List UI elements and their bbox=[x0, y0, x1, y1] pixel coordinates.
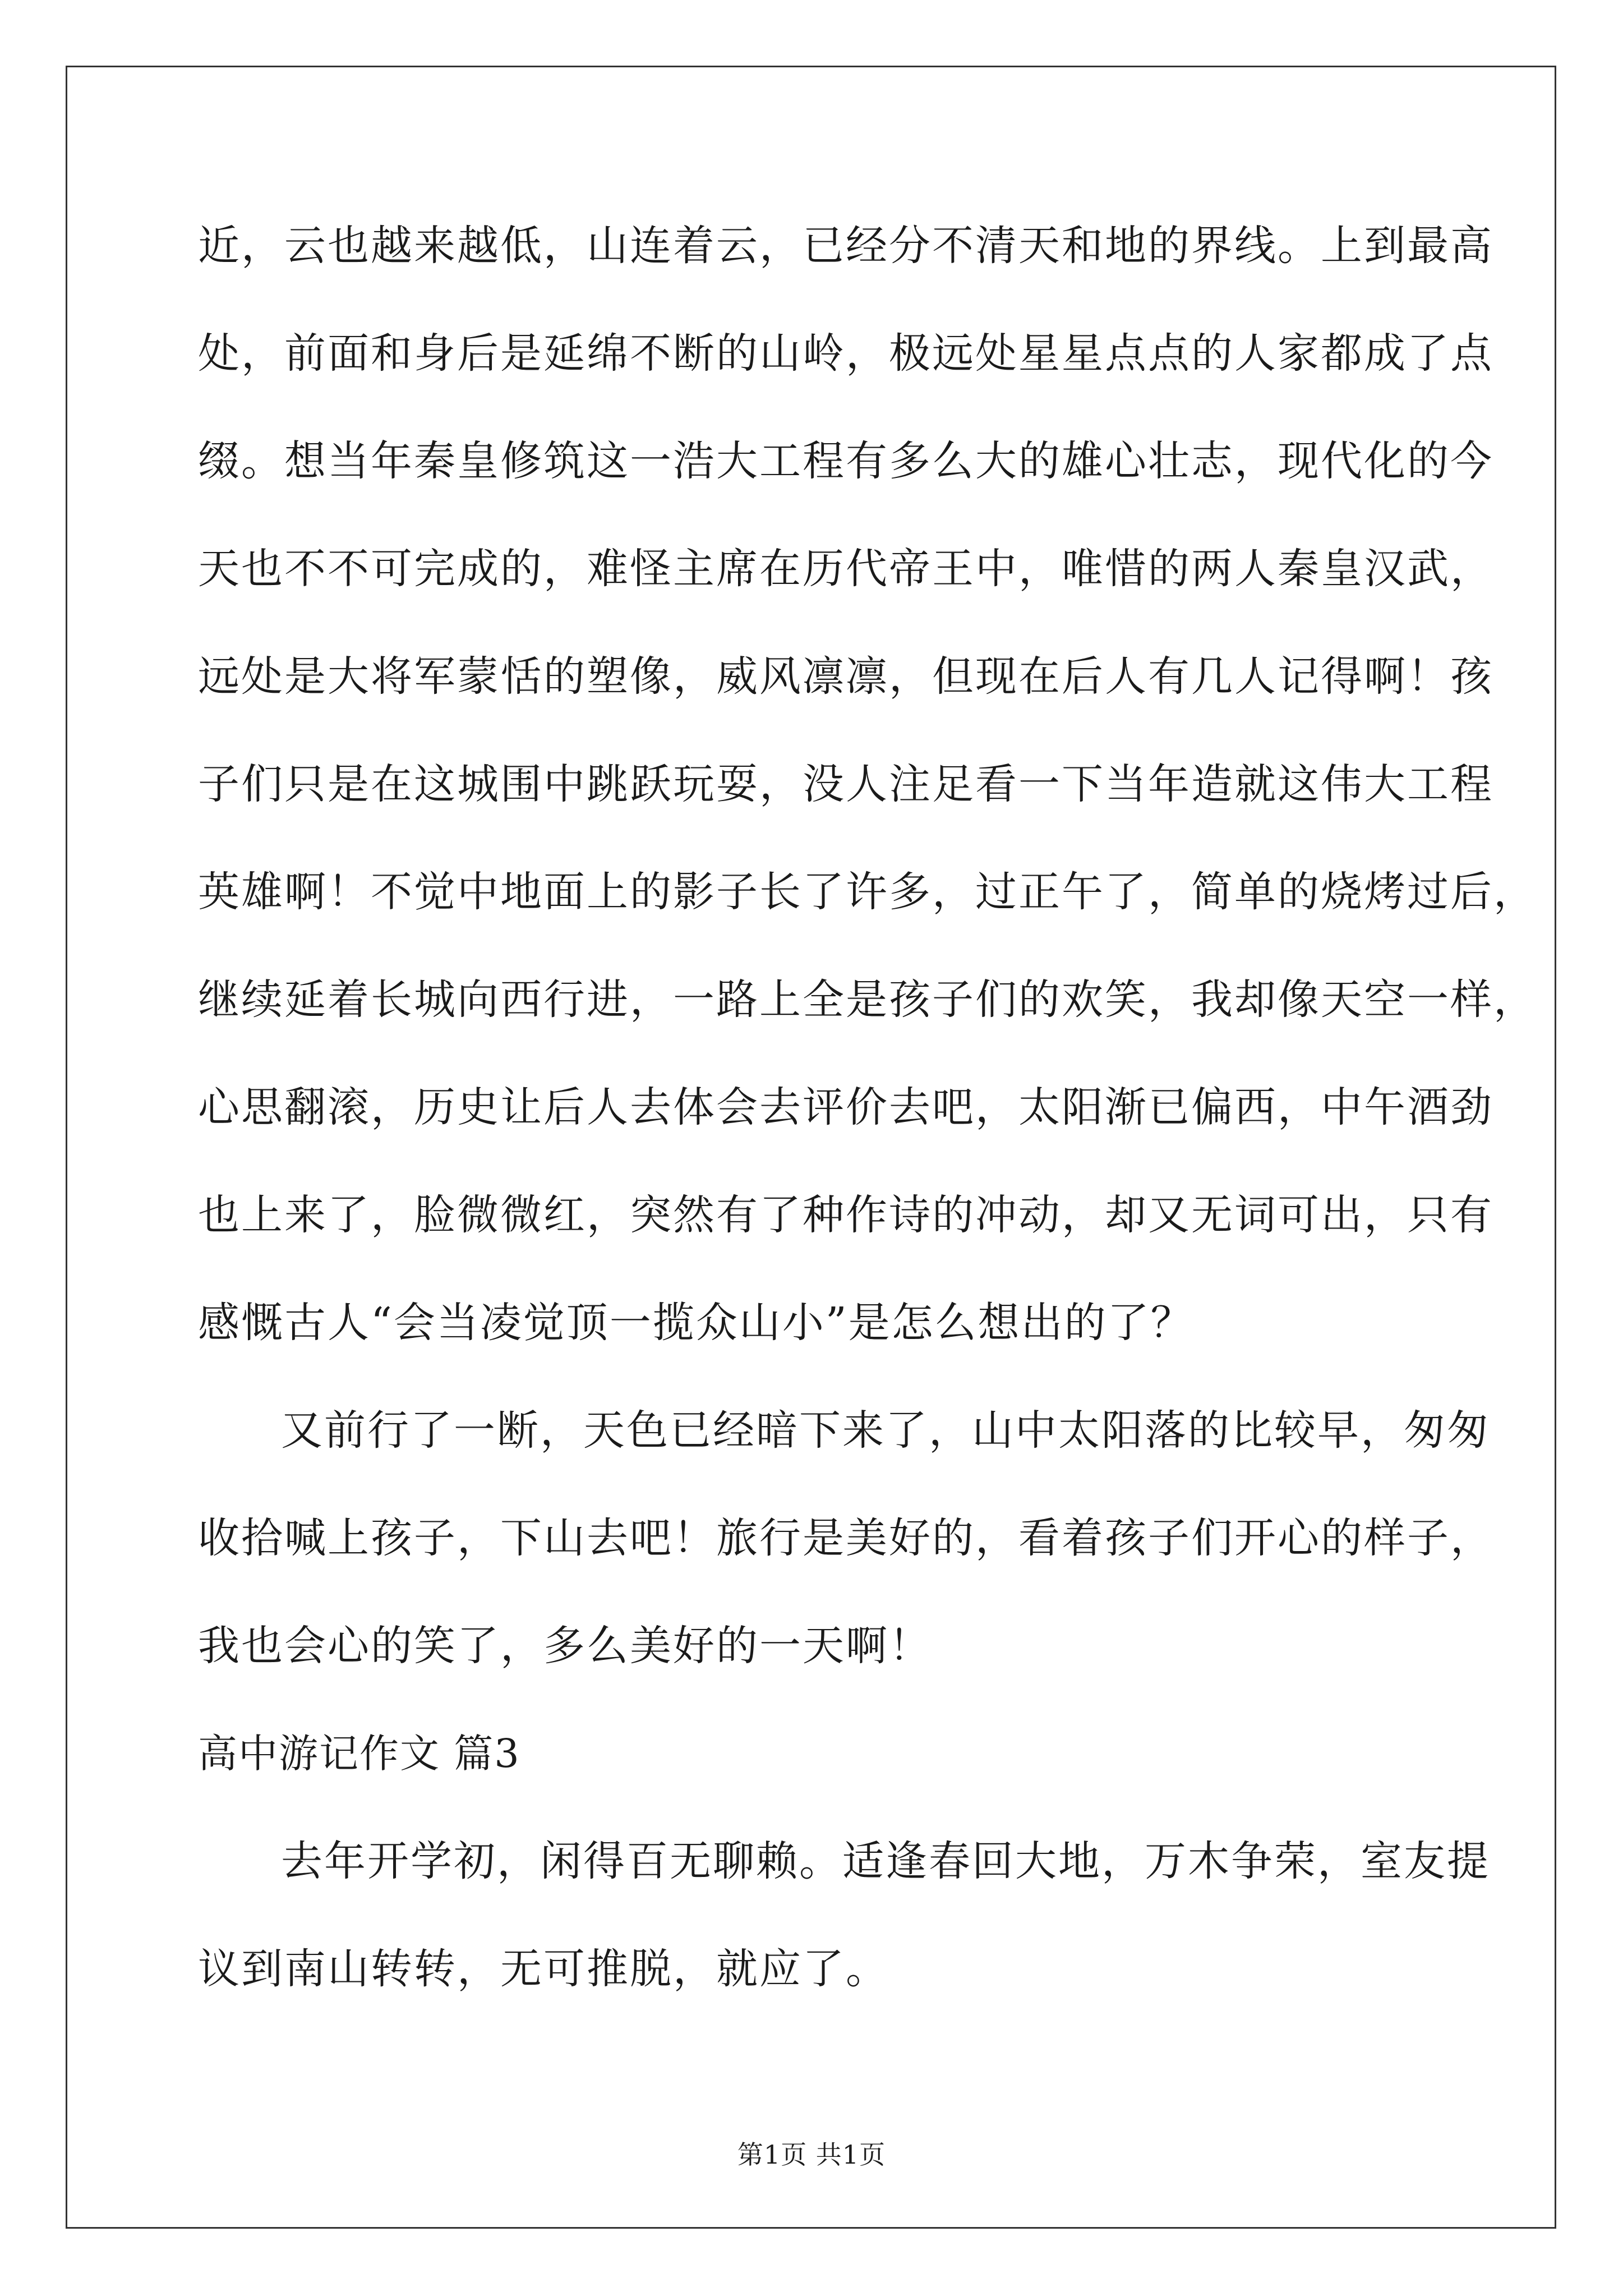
text-line: 去年开学初，闲得百无聊赖。适逢春回大地，万木争荣，室友提 bbox=[281, 1837, 1490, 1885]
text-line: 心思翻滚，历史让后人去体会去评价去吧，太阳渐已偏西，中午酒劲 bbox=[198, 1083, 1493, 1131]
text-line: 感慨古人“会当凌觉顶一揽众山小”是怎么想出的了？ bbox=[198, 1299, 1194, 1347]
document-body bbox=[198, 219, 1537, 2050]
text-line: 继续延着长城向西行进，一路上全是孩子们的欢笑，我却像天空一样， bbox=[198, 976, 1537, 1024]
page-footer: 第1页 共1页 bbox=[737, 2139, 886, 2170]
paragraph-2 bbox=[198, 1404, 1493, 1673]
text-line: 议到南山转转，无可推脱，就应了。 bbox=[198, 1945, 889, 1993]
text-line: 也上来了，脸微微红，突然有了种作诗的冲动，却又无词可出，只有 bbox=[198, 1191, 1493, 1239]
text-line: 收拾喊上孩子，下山去吧！旅行是美好的，看着孩子们开心的样子， bbox=[198, 1514, 1493, 1562]
text-line: 子们只是在这城围中跳跃玩耍，没人注足看一下当年造就这伟大工程 bbox=[198, 760, 1493, 808]
text-line: 远处是大将军蒙恬的塑像，威风凛凛，但现在后人有几人记得啊！孩 bbox=[198, 652, 1493, 701]
text-line: 近，云也越来越低，山连着云，已经分不清天和地的界线。上到最高 bbox=[198, 222, 1493, 270]
text-line: 又前行了一断，天色已经暗下来了，山中太阳落的比较早，匆匆 bbox=[281, 1406, 1490, 1455]
section-heading: 高中游记作文 篇3 bbox=[198, 1731, 520, 1777]
paragraph-3 bbox=[198, 1834, 1490, 1996]
text-line: 我也会心的笑了，多么美好的一天啊！ bbox=[198, 1622, 932, 1670]
paragraph-1 bbox=[198, 219, 1537, 1350]
text-line: 缀。想当年秦皇修筑这一浩大工程有多么大的雄心壮志，现代化的今 bbox=[198, 437, 1493, 485]
text-line: 天也不不可完成的，难怪主席在历代帝王中，唯惜的两人秦皇汉武， bbox=[198, 545, 1493, 593]
text-line: 处，前面和身后是延绵不断的山岭，极远处星星点点的人家都成了点 bbox=[198, 329, 1493, 378]
text-line: 英雄啊！不觉中地面上的影子长了许多，过正午了，简单的烧烤过后， bbox=[198, 868, 1537, 916]
